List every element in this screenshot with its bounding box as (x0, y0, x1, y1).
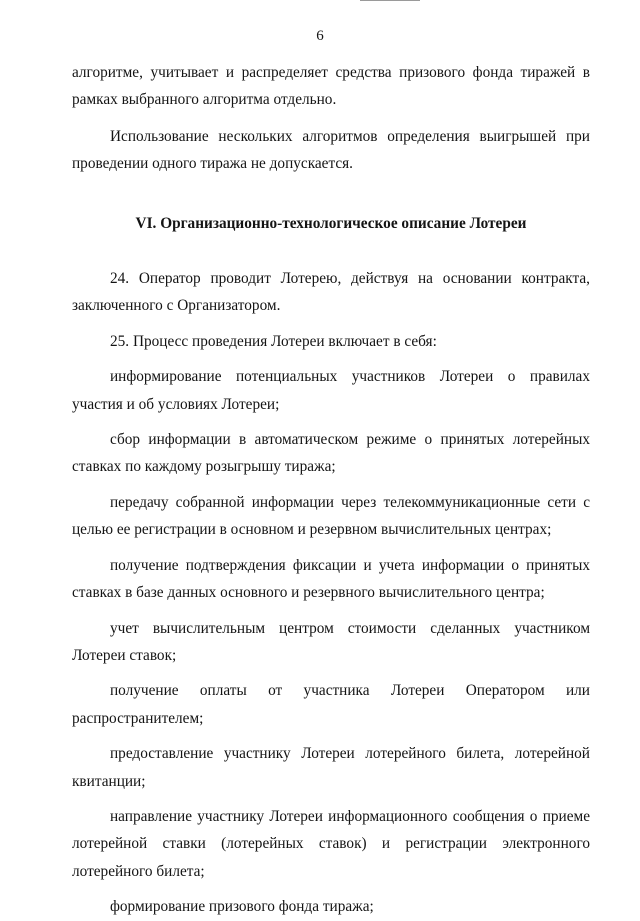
document-body (72, 59, 590, 921)
process-item: формирование призового фонда тиража; (110, 898, 374, 916)
process-item: учет вычислительным центром стоимости сделанных участником Лотереи ставок; (72, 619, 590, 664)
page-number: 6 (316, 28, 324, 44)
clause-24: 24. Оператор проводит Лотерею, действуя на основании контракта, заключенного с Организатором. (72, 270, 590, 315)
process-item: информирование потенциальных участников Лотереи о правилах участия и об условиях Лотереи; (72, 368, 590, 413)
process-item: получение оплаты от участника Лотереи Оператором или распространителем; (72, 682, 590, 727)
process-item: направление участнику Лотереи информационного сообщения о приеме лотерейной ставки (лотерейных ставок) и регистрации электронного лотерейного билета; (72, 807, 590, 880)
process-item: передачу собранной информации через телекоммуникационные сети с целью ее регистрации в основном и резервном вычислительных центрах; (72, 493, 590, 539)
process-item: получение подтверждения фиксации и учета информации о принятых ставках в базе данных основного и резервного вычислительного центра; (72, 556, 590, 602)
section-heading: VI. Организационно-технологическое описание Лотереи (135, 214, 527, 232)
process-item: сбор информации в автоматическом режиме о принятых лотерейных ставках по каждому розыгрышу тиража; (72, 431, 590, 476)
scan-edge-line (360, 0, 420, 1)
paragraph-algorithms: Использование нескольких алгоритмов определения выигрышей при проведении одного тиража не допускается. (72, 127, 590, 173)
process-item: предоставление участнику Лотереи лотерейного билета, лотерейной квитанции; (72, 745, 590, 790)
paragraph-continuation: алгоритме, учитывает и распределяет средства призового фонда тиражей в рамках выбранного алгоритма отдельно. (72, 64, 590, 109)
clause-25-intro: 25. Процесс проведения Лотереи включает в себя: (110, 332, 437, 350)
